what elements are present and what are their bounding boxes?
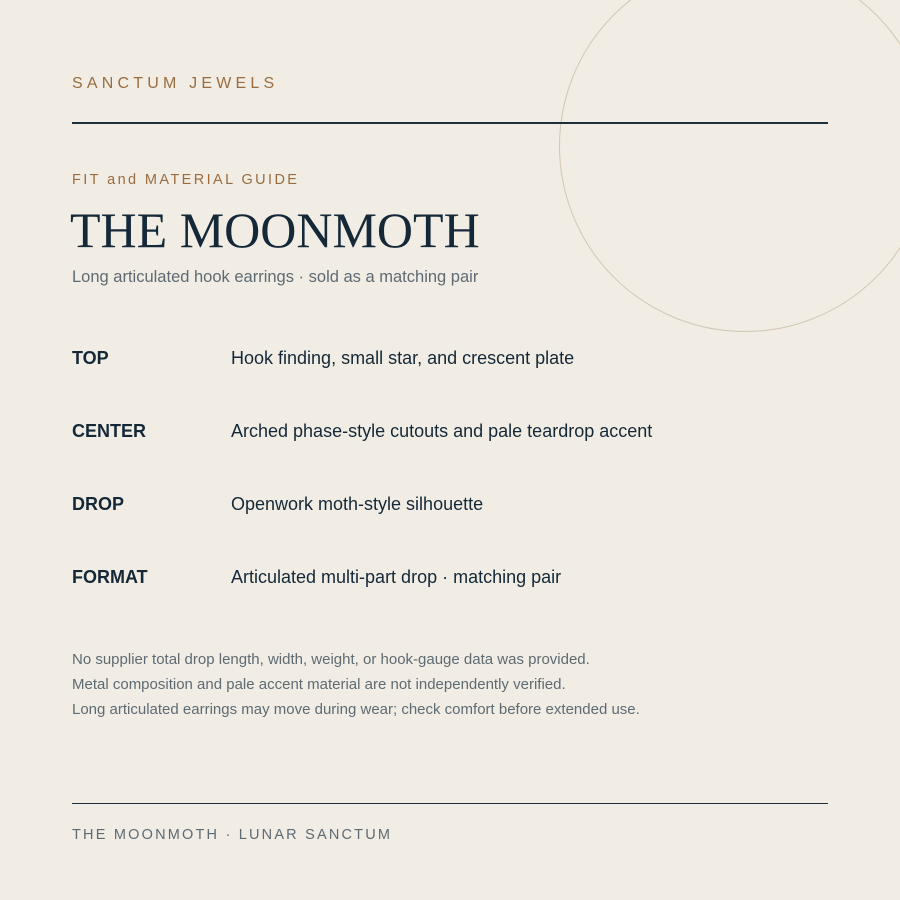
spec-label: FORMAT [72,567,148,587]
page-subtitle: Long articulated hook earrings · sold as a matching pair [72,268,479,286]
header-divider [72,122,828,124]
spec-value: Arched phase-style cutouts and pale teardrop accent [231,421,653,441]
spec-value: Articulated multi-part drop · matching pair [231,567,562,587]
note-line: Metal composition and pale accent material are not independently verified. [72,676,566,693]
brand-name: SANCTUM JEWELS [72,75,279,92]
spec-label: CENTER [72,421,147,441]
note-line: Long articulated earrings may move during wear; check comfort before extended use. [72,701,640,718]
decorative-circle [559,0,900,332]
disclaimer-notes [72,647,640,722]
spec-value: Hook finding, small star, and crescent plate [231,348,575,368]
note-line: No supplier total drop length, width, weight, or hook-gauge data was provided. [72,651,590,668]
spec-label: TOP [72,348,109,368]
spec-row-center [72,421,828,445]
footer-text: THE MOONMOTH · LUNAR SANCTUM [72,827,393,843]
spec-row-format [72,567,828,591]
spec-label: DROP [72,494,125,514]
footer-divider [72,803,828,804]
spec-row-drop [72,494,828,518]
page-title: THE MOONMOTH [70,202,480,258]
guide-kicker: FIT and MATERIAL GUIDE [72,172,300,188]
spec-row-top [72,348,828,372]
spec-value: Openwork moth-style silhouette [231,494,484,514]
